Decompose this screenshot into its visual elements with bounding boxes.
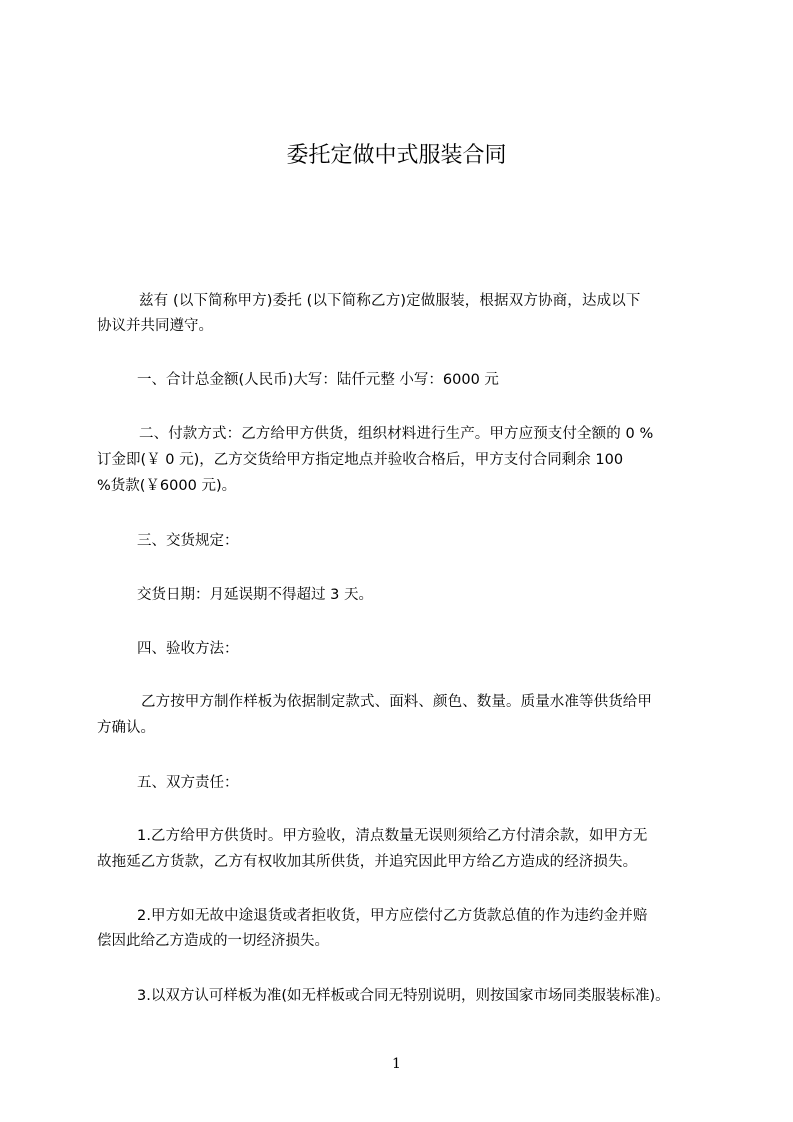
clause-3-heading: 三、交货规定：	[137, 533, 239, 549]
paragraph-intro-line-2: 协议并共同遵守。	[97, 318, 213, 334]
clause-5-item-1-line-1: 1.乙方给甲方供货时。甲方验收，清点数量无误则须给乙方付清余款，如甲方无	[137, 828, 648, 844]
clause-1-total-amount: 一、合计总金额(人民币)大写：陆仟元整 小写：6000 元	[137, 372, 499, 388]
clause-2-payment-line-2: 订金即(￥ 0 元)，乙方交货给甲方指定地点并验收合格后，甲方支付合同剩余 100	[97, 452, 624, 468]
clause-2-payment-line-1: 二、付款方式：乙方给甲方供货，组织材料进行生产。甲方应预支付全额的 0 %	[139, 426, 654, 442]
clause-4-line-2: 方确认。	[97, 720, 155, 736]
clause-5-item-1-line-2: 故拖延乙方货款，乙方有权收加其所供货，并追究因此甲方给乙方造成的经济损失。	[97, 854, 638, 870]
clause-5-heading: 五、双方责任：	[137, 775, 239, 791]
clause-5-item-2-line-2: 偿因此给乙方造成的一切经济损失。	[97, 933, 329, 949]
clause-3-delivery-date: 交货日期：月延误期不得超过 3 天。	[137, 587, 373, 603]
clause-4-line-1: 乙方按甲方制作样板为依据制定款式、面料、颜色、数量。质量水准等供货给甲	[141, 694, 652, 710]
paragraph-intro-line-1: 兹有 (以下简称甲方)委托 (以下简称乙方)定做服装，根据双方协商，达成以下	[139, 293, 641, 309]
clause-5-item-3: 3.以双方认可样板为准(如无样板或合同无特别说明，则按国家市场同类服装标准)。	[137, 988, 670, 1004]
document-title: 委托定做中式服装合同	[286, 143, 507, 168]
clause-4-heading: 四、验收方法：	[137, 641, 239, 657]
clause-2-payment-line-3: %货款(￥6000 元)。	[97, 478, 237, 494]
clause-5-item-2-line-1: 2.甲方如无故中途退货或者拒收货，甲方应偿付乙方货款总值的作为违约金并赔	[137, 908, 648, 924]
page-number: 1	[392, 1056, 401, 1072]
